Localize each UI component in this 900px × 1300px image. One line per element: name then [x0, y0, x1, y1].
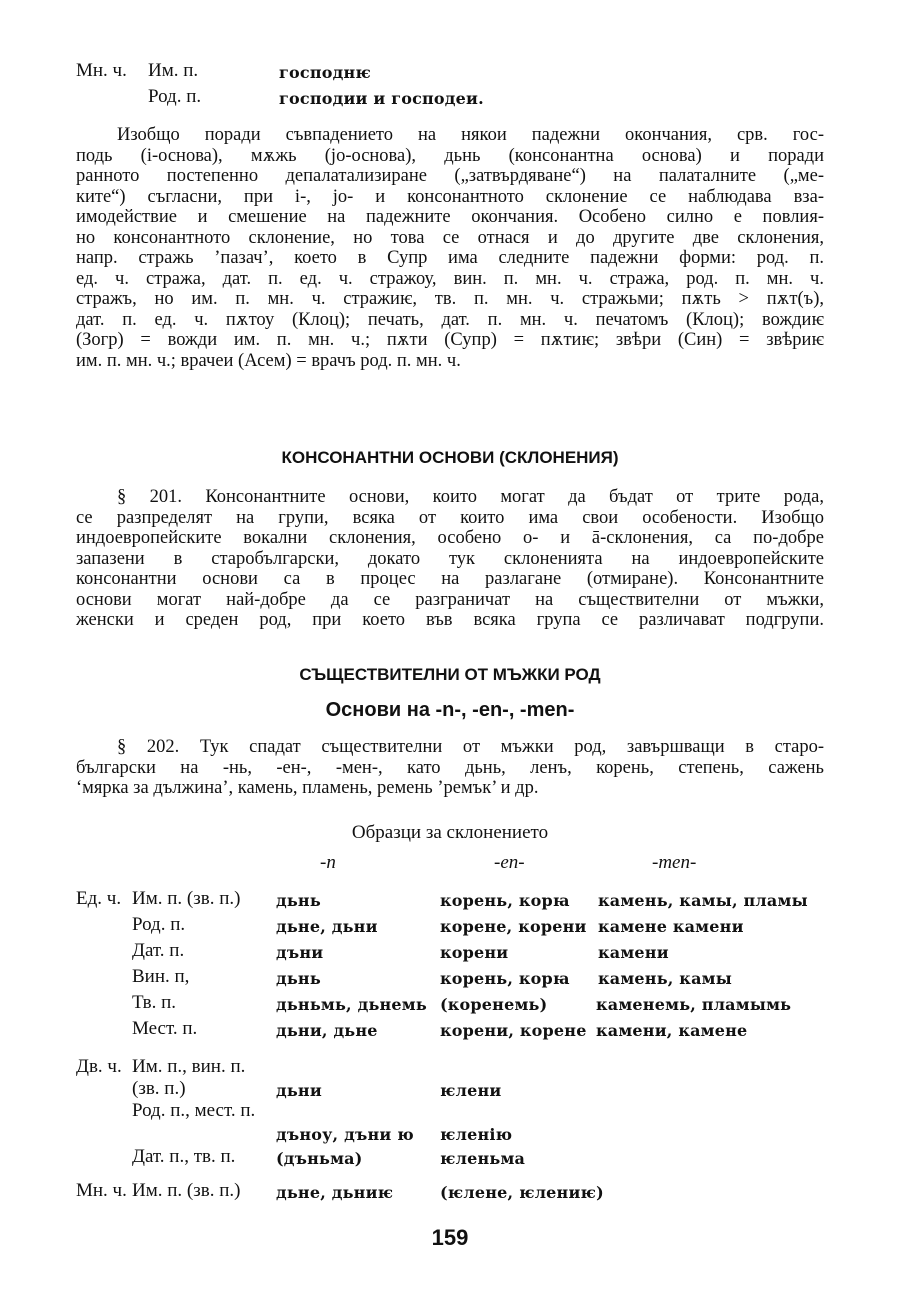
paragraph-202	[76, 737, 824, 799]
case-label: Род. п., мест. п.	[132, 1100, 256, 1121]
text-line: ките“) съгласни, при i-, jo- и консонантното склонение се наблюдава вза-	[76, 186, 824, 207]
form-cell-n: дъноу, дъни ю	[276, 1125, 414, 1144]
text-line: женски и среден род, при което във всяка група се различават подгрупи.	[76, 610, 824, 630]
form-cell-n: дьнь	[276, 969, 321, 988]
form-cell-n: дьнь	[276, 891, 321, 910]
case-label-nom: Им. п.	[148, 60, 199, 81]
paragraph-declension-mixing	[76, 125, 824, 371]
section-heading-masculine-nouns: СЪЩЕСТВИТЕЛНИ ОТ МЪЖКИ РОД	[299, 665, 601, 684]
form-cell-en: корень, корꙗ	[440, 969, 570, 988]
form-cell-n: (дъньма)	[276, 1149, 363, 1168]
case-label: Им. п., вин. п.	[132, 1056, 246, 1077]
form-cell-en: корень, корꙗ	[440, 891, 570, 910]
number-label-dual: Дв. ч.	[76, 1056, 122, 1077]
text-line: се разпределят на групи, всяка от които има свои особености. Изобщо	[76, 507, 824, 528]
text-line: но консонантното склонение, но това се отнася и до другите две склонения,	[76, 227, 824, 248]
form-cell-men: каменемь, пламымь	[596, 995, 792, 1014]
table-caption: Образци за склонението	[351, 822, 549, 843]
text-line: ед. ч. стража, дат. п. ед. ч. стражоу, вин. п. мн. ч. стража, род. п. мн. ч.	[76, 268, 824, 289]
text-line: ‘мярка за дължина’, камень, пламень, ремень ’ремък’ и др.	[76, 778, 539, 798]
case-label-voc: (зв. п.)	[132, 1078, 186, 1099]
text-line: § 202. Тук спадат съществителни от мъжки род, завършващи в старо-	[117, 737, 824, 757]
form-cell-men: камени, камене	[596, 1021, 748, 1040]
case-label: Дат. п., тв. п.	[132, 1146, 236, 1167]
paragraph-201	[76, 487, 824, 631]
form-cell-en: корене, корени	[440, 917, 587, 936]
form-cell-men: камене камени	[598, 917, 744, 936]
text-line: основи могат най-добре да се разграничат на съществителни от мъжки,	[76, 589, 824, 610]
text-line: запазени в старобългарски, докато тук склоненията на индоевропейските	[76, 548, 824, 569]
case-label: Им. п. (зв. п.)	[132, 888, 241, 909]
case-label: Тв. п.	[132, 992, 177, 1013]
form-cell-n: дъни	[276, 943, 324, 962]
form-cell-en: (ѥлене, ѥлениѥ)	[440, 1183, 604, 1202]
form-gen-plural: господии и господеи.	[279, 89, 484, 108]
form-cell-en: корени, корене	[440, 1021, 587, 1040]
form-nom-plural: господнѥ	[279, 63, 371, 82]
column-header-n: -n	[320, 852, 336, 873]
text-line: стражъ, но им. п. мн. ч. стражиѥ, тв. п. мн. ч. стражьми; пѫть > пѫт(ъ),	[76, 289, 824, 309]
section-heading-consonant-stems: КОНСОНАНТНИ ОСНОВИ (СКЛОНЕНИЯ)	[281, 448, 619, 467]
case-label: Мест. п.	[132, 1018, 198, 1039]
case-label-gen: Род. п.	[148, 86, 202, 107]
text-line: им. п. мн. ч.; врачеи (Асем) = врачъ род. п. мн. ч.	[76, 350, 461, 371]
form-cell-n: дьне, дьни	[276, 917, 378, 936]
form-cell-n: дьньмь, дьнемь	[276, 995, 427, 1014]
column-header-en: -en-	[494, 852, 525, 873]
number-label-plural: Мн. ч.	[76, 1180, 127, 1201]
text-line: Изобщо поради съвпадението на някои падежни окончания, срв. гос-	[117, 125, 824, 145]
subheading-stems: Основи на -n-, -en-, -men-	[325, 699, 575, 721]
case-label: Им. п. (зв. п.)	[132, 1180, 241, 1201]
text-line: дат. п. ед. ч. пѫтоу (Клоц); печать, дат. п. мн. ч. печатомъ (Клоц); вождиѥ	[76, 309, 824, 330]
text-line: индоевропейските вокални склонения, особено о- и ā-склонения, са по-добре	[76, 528, 824, 548]
text-line: § 201. Консонантните основи, които могат да бъдат от трите рода,	[117, 487, 824, 507]
form-cell-en: ѥленьма	[440, 1149, 526, 1168]
number-label-plural-top: Мн. ч.	[76, 60, 127, 81]
form-cell-men: камени	[598, 943, 669, 962]
form-cell-n: дьни, дьне	[276, 1021, 378, 1040]
form-cell-en: корени	[440, 943, 509, 962]
case-label: Дат. п.	[132, 940, 185, 961]
form-cell-en: ѥлени	[440, 1081, 502, 1100]
case-label: Вин. п,	[132, 966, 190, 987]
form-cell-en: ѥленію	[440, 1125, 513, 1144]
form-cell-men: камень, камы, пламы	[598, 891, 808, 910]
text-line: български на -нь, -ен-, -мен-, като дьнь, ленъ, корень, степень, сажень	[76, 757, 824, 778]
form-cell-n: дьни	[276, 1081, 322, 1100]
number-label-singular: Ед. ч.	[76, 888, 122, 909]
text-line: ранното постепенно депалатализиране („затвърдяване“) на палаталните („ме-	[76, 166, 824, 186]
text-line: имодействие и смешение на падежните окончания. Особено силно е повлия-	[76, 207, 824, 227]
form-cell-en: (коренемь)	[440, 995, 548, 1014]
page-number: 159	[431, 1225, 469, 1250]
text-line: (Зогр) = вожди им. п. мн. ч.; пѫти (Супр) = пѫтиѥ; звѣри (Син) = звѣриѥ	[76, 330, 824, 350]
text-line: консонантни основи са в процес на разлагане (отмиране). Консонантните	[76, 569, 824, 589]
form-cell-n: дьне, дьниѥ	[276, 1183, 394, 1202]
case-label: Род. п.	[132, 914, 186, 935]
text-line: напр. стражь ’пазач’, което в Супр има следните падежни форми: род. п.	[76, 248, 824, 268]
column-header-men: -men-	[652, 852, 697, 873]
text-line: подь (i-основа), мѫжь (jo-основа), дьнь (консонантна основа) и поради	[76, 145, 824, 166]
form-cell-men: камень, камы	[598, 969, 732, 988]
